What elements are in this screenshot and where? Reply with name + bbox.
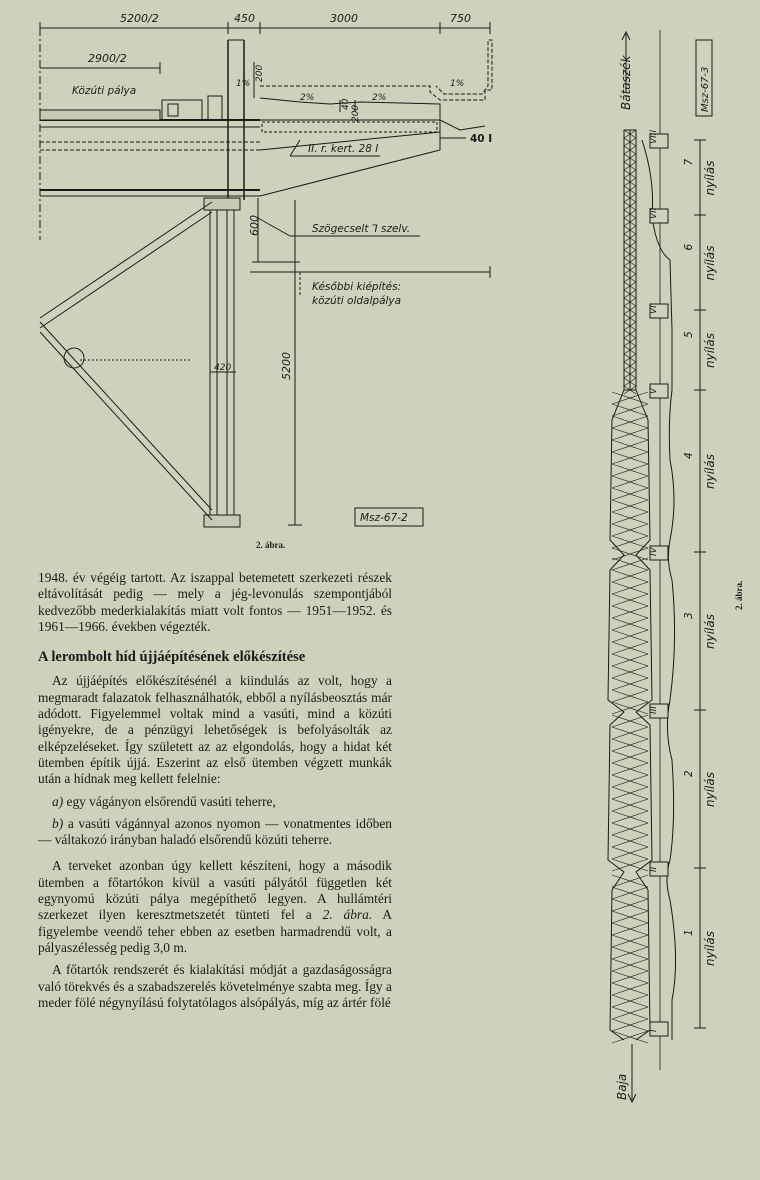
pier-I <box>649 1022 668 1036</box>
dim-200b: 200 <box>351 104 361 122</box>
dim-slope-4: 1% <box>450 79 465 89</box>
span-number: 7 <box>683 158 695 166</box>
pier-label: VI <box>649 305 659 314</box>
pier-label: VII <box>649 207 659 219</box>
stamp-left: Msz-67-2 <box>360 512 408 524</box>
dim-post: 450 <box>234 12 255 25</box>
span-number: 4 <box>683 452 695 459</box>
item-b-text: a vasúti vágánnyal azonos nyomon — vonatmentes időben — váltakozó irányban haladó elsőrendű közúti teherre. <box>38 815 392 848</box>
pier-IV <box>649 546 668 560</box>
pier-label: V <box>649 387 659 394</box>
pier-label: I <box>649 1029 659 1032</box>
dim-bracket: 3000 <box>330 12 358 25</box>
pier-II <box>649 862 668 876</box>
dim-slope-3: 2% <box>372 93 387 103</box>
bottom-station-label: Baja <box>615 1073 629 1100</box>
list-item-a <box>38 794 392 810</box>
dim-slope-1: 1% <box>236 79 251 89</box>
span-number: 2 <box>683 770 695 777</box>
caption-right: 2. ábra. <box>734 580 744 610</box>
span-word: nyílás <box>703 160 717 196</box>
dim-200: 200 <box>255 64 265 82</box>
dim-edge: 750 <box>450 12 471 25</box>
rail-label: II. r. kert. 28 I <box>308 143 379 155</box>
dim-5200: 5200 <box>280 352 293 380</box>
later-label-1: Későbbi kiépítés: <box>312 281 402 293</box>
p3-pre: A terveket azonban úgy kellett készíteni, hogy a második ütemben a főtartókon kívül a vasúti pályától független két egynyomú közúti pálya megépíthető legyen. A hullámtéri szerkezet ilyen keresztmetszetét tünteti fel a <box>38 858 392 923</box>
pier-label: VIII <box>649 129 659 144</box>
road-label: Közúti pálya <box>72 85 137 97</box>
span-word: nyílás <box>703 931 717 966</box>
bridge-elevation-figure <box>560 0 760 1180</box>
dim-road-half: 2900/2 <box>88 52 127 65</box>
dim-slope-2: 2% <box>300 93 315 103</box>
dim-600: 600 <box>248 215 261 236</box>
span-word: nyílás <box>703 614 717 649</box>
paragraph-2: Az újjáépítés előkészítésénél a kiindulás az volt, hogy a megmaradt falazatok felhasználhatók, ebből a nyílásbeosztás már adódott. Figyelemmel voltak mind a vasúti, mind a közúti igényekre, de a pénzügyi lehetőségek is befolyásolták az elképzeléseket. Így született az az elgondolás, hogy a hidat két ütemben építik újjá. Eszerint az első ütemben végzett munkák után a hídnak meg kellett felelnie: <box>38 673 392 787</box>
dim-half-width: 5200/2 <box>120 12 159 25</box>
pier-III <box>649 704 668 718</box>
item-a-mark: a) <box>52 793 64 809</box>
stamp-right: Msz-67-3 <box>700 66 711 112</box>
span-word: nyílás <box>703 454 717 489</box>
paragraph-1: 1948. év végéig tartott. Az iszappal betemetett szerkezeti részek eltávolítását pedig — mely a jég-levonulás szempontjából kedvezőbb mederkialakítás miatt volt fontos — 1951—1952. és 1961—1966. években végezték. <box>38 570 392 634</box>
span-word: nyílás <box>703 245 717 281</box>
pier-label: IV <box>649 547 659 556</box>
article-body <box>38 570 392 1011</box>
later-label-2: közúti oldalpálya <box>312 295 402 307</box>
p3-post: A figyelembe veendő teher ebben az esetben harmadrendű volt, a pályaszélesség pedig 3,0 m. <box>38 907 392 955</box>
pier-VI <box>649 304 668 318</box>
span-word: nyílás <box>703 772 717 807</box>
span-number: 3 <box>683 612 695 619</box>
top-station-label: Bátaszék <box>619 55 633 110</box>
pier-VII <box>649 207 668 223</box>
pier-label: II <box>649 866 659 872</box>
item-a-text: egy vágányon elsőrendű vasúti teherre, <box>63 793 276 809</box>
dim-420: 420 <box>214 363 232 373</box>
cross-section-figure <box>0 0 560 560</box>
span-number: 5 <box>683 331 695 338</box>
section-heading: A lerombolt híd újjáépítésének előkészítése <box>38 649 306 666</box>
pier-VIII <box>649 130 668 148</box>
riveted-label: Szögecselt ⅂ szelv. <box>312 223 411 235</box>
span-number: 6 <box>683 243 695 251</box>
profile-label: 40 I <box>470 133 493 145</box>
caption-left: 2. ábra. <box>256 540 286 550</box>
item-b-mark: b) <box>52 815 64 831</box>
paragraph-3 <box>38 858 392 956</box>
pier-V <box>649 384 668 398</box>
span-word: nyílás <box>703 333 717 368</box>
p3-ref: 2. ábra. <box>322 907 373 923</box>
list-item-b <box>38 816 392 849</box>
span-number: 1 <box>683 929 695 936</box>
paragraph-4: A főtartók rendszerét és kialakítási módját a gazdaságosságra való törekvés és a szabadszerelés követelménye szabta meg. Így a meder fölé négynyílású folytatólagos alsópályás, míg az ártér fölé <box>38 962 392 1010</box>
dim-40: 40 <box>341 98 351 110</box>
pier-label: III <box>649 706 659 714</box>
